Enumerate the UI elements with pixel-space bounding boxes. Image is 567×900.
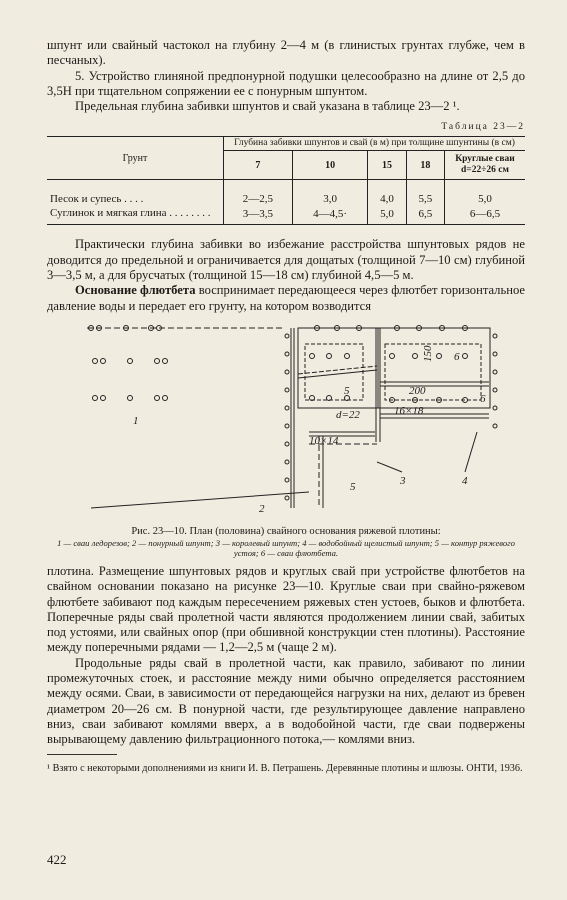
figure-label: 6 — [454, 350, 460, 363]
depth-table — [47, 136, 525, 225]
figure-caption: Рис. 23—10. План (половина) свайного основания ряжевой плотины: — [131, 525, 441, 537]
figure-label: 1 — [133, 414, 139, 427]
table-cell: 5,0 — [368, 206, 406, 225]
paragraph — [47, 283, 525, 314]
bold-term: Основание флютбета — [75, 283, 196, 298]
table-cell: 6,5 — [406, 206, 444, 225]
figure-label: 150 — [422, 345, 434, 362]
paragraph: Продольные ряды свай в пролетной части, как правило, забивают по линии промежуточных стоек, и расстояние между ними обычно определяется расстоянием между осями. Сваи, в зависимости от передающейся нагрузки на них, делают из бревен диаметром 20—26 см. В понурной части, где результирующее давление направлено вниз, сваи забивают комлями вверх, а в водобойной части, где сваи подвержены вырывающему давлению фильтрационного потока,— комлями вниз. — [47, 655, 525, 747]
pile-plan-drawing — [47, 322, 525, 524]
table-caption: Таблица 23—2 — [441, 122, 525, 133]
table-row — [47, 180, 525, 207]
table-cell: Суглинок и мягкая глина . . . . . . . . — [50, 207, 211, 220]
paragraph: шпунт или свайный частокол на глубину 2—4 м (в глинистых грунтах глубже, чем в песчаных). — [47, 38, 525, 68]
col-header: 10 — [292, 151, 368, 180]
figure-label: 6 — [480, 392, 486, 405]
footnote-rule — [47, 754, 117, 755]
col-header: 7 — [224, 151, 293, 180]
paragraph-text: воспринимает передающееся через флютбет горизонтальное давление воды и передает его грунту, на котором возводится — [47, 283, 525, 313]
table-cell: 3—3,5 — [224, 206, 293, 225]
table-cell: 6—6,5 — [445, 206, 526, 225]
figure-label: 5 — [350, 480, 356, 493]
figure-label: 5 — [344, 384, 350, 397]
figure-legend: 1 — сваи ледорезов; 2 — понурный шпунт; 3 — королевый шпунт; 4 — водобойный щелистый шпунт; 5 — контур ряжевого устоя; 6 — сваи флютбета. — [57, 537, 515, 558]
table-row — [47, 206, 525, 225]
paragraph: Предельная глубина забивки шпунтов и свай указана в таблице 23—2 ¹. — [75, 99, 460, 114]
table-cell: 4—4,5· — [292, 206, 368, 225]
figure-label: 2 — [259, 502, 265, 515]
figure-label: 3 — [400, 474, 406, 487]
col-header: 15 — [368, 151, 406, 180]
col-header-group: Глубина забивки шпунтов и свай (в м) при толщине шпунтины (в см) — [224, 137, 526, 151]
figure-plan — [47, 322, 525, 524]
figure-label: 200 — [409, 384, 426, 397]
table-cell: 5,5 — [406, 180, 444, 207]
figure-label: 10×14 — [309, 434, 339, 447]
paragraph: 5. Устройство глиняной предпонурной подушки целесообразно на длине от 2,5 до 3,5H при тщательном сопряжении ее с понурным шпунтом. — [47, 68, 525, 98]
paragraph: плотина. Размещение шпунтовых рядов и круглых свай при устройстве флютбетов на свайном основании показано на рисунке 23—10. Круглые сваи при свайно-ряжевом флютбете забивают под каждым пересечением ряжевых стен устоев, быков и флютбета. Поперечные ряды свай пролетной части являются продолжением линии свай, забитых под устоями, или свайных опор (при обшивной конструкции стен плотины). Расстояние между поперечными рядами — 1,2—2,5 м (чаще 2 м). — [47, 563, 525, 655]
figure-label: 16×18 — [394, 404, 424, 417]
table-cell: 3,0 — [292, 180, 368, 207]
table-cell: Песок и супесь . . . . — [50, 193, 144, 206]
table-cell: 5,0 — [445, 180, 526, 207]
page-number: 422 — [47, 852, 67, 867]
figure-label: d=22 — [336, 408, 360, 421]
table-cell: 4,0 — [368, 180, 406, 207]
col-header: 18 — [406, 151, 444, 180]
figure-label: 4 — [462, 474, 468, 487]
footnote: ¹ Взято с некоторыми дополнениями из книги И. В. Петрашень. Деревянные плотины и шлюзы. ОНТИ, 1936. — [47, 762, 523, 774]
col-header-ground: Грунт — [47, 137, 224, 180]
table-cell: 2—2,5 — [224, 180, 293, 207]
col-header: Круглые сваи d=22÷26 см — [445, 151, 526, 180]
paragraph: Практически глубина забивки во избежание расстройства шпунтовых рядов не доводится до предельной и ограничивается для дощатых (толщиной 7—10 см) глубиной 3—3,5 м, а для брусчатых (толщиной 15—18 см) глубиной 4,5—5 м. — [47, 237, 525, 283]
page-body — [47, 38, 525, 775]
